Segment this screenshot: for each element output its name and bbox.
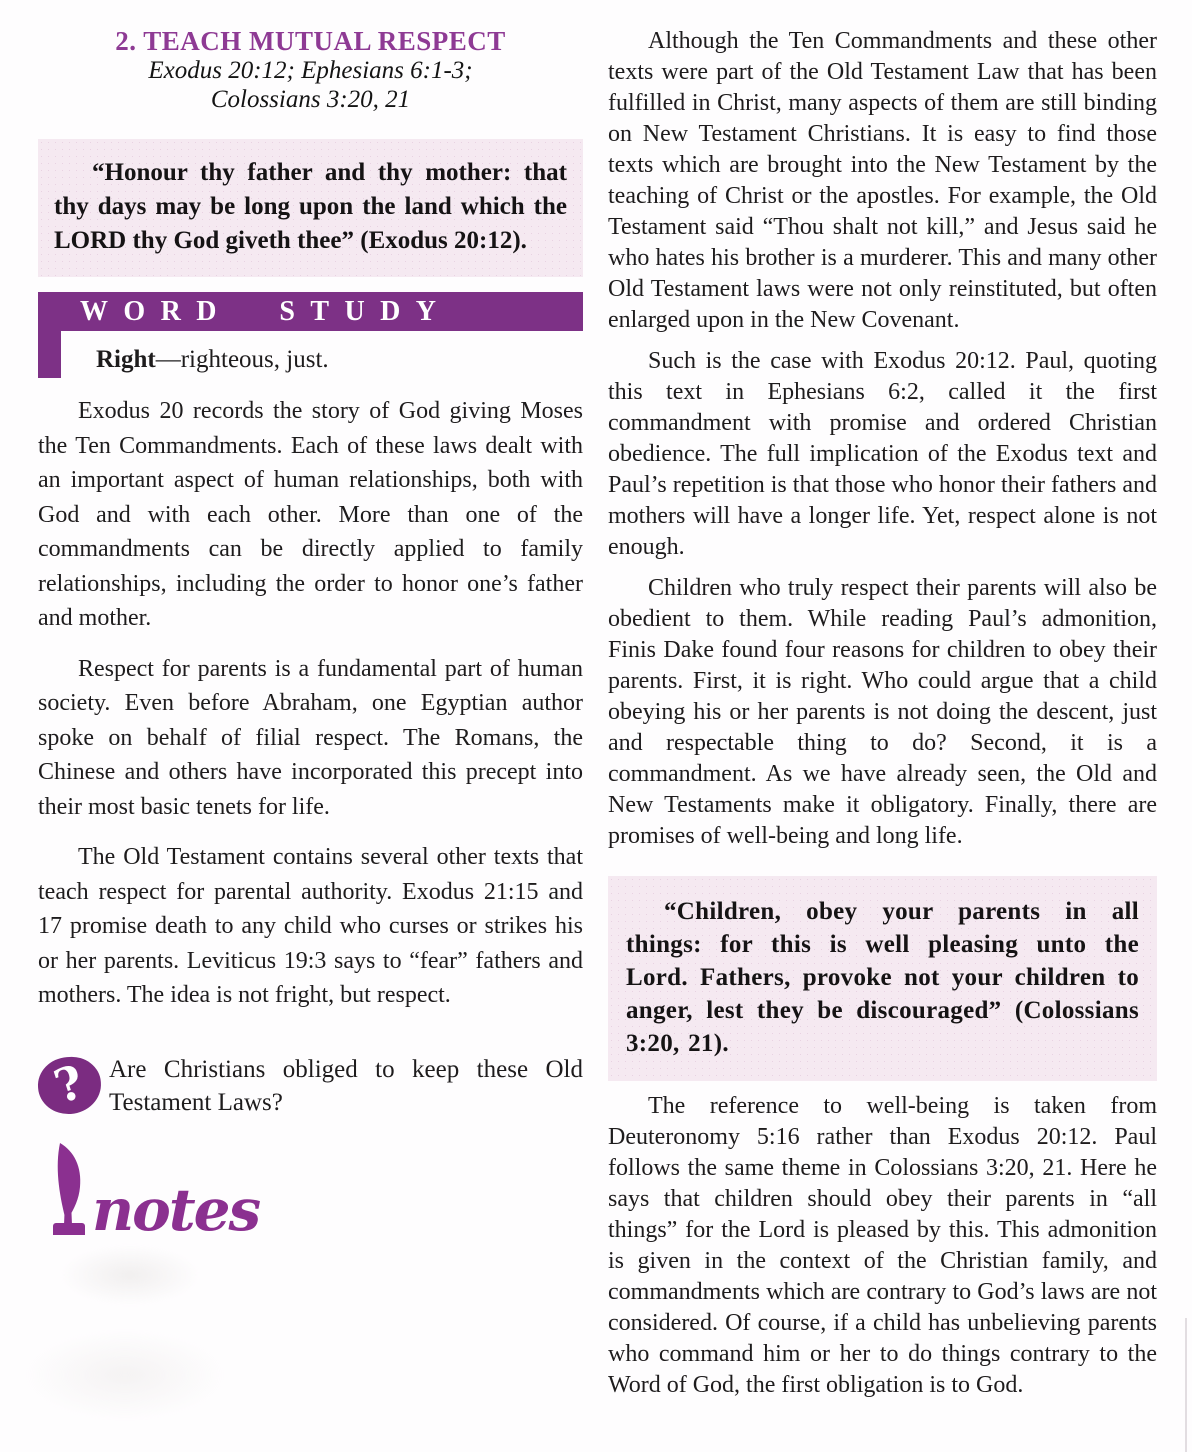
question-mark-icon: ?	[36, 1054, 103, 1115]
scripture-reference-line-2: Colossians 3:20, 21	[210, 86, 411, 113]
paragraph: Such is the case with Exodus 20:12. Paul, quoting this text in Ephesians 6:2, called it the first commandment with promise and ordered Christian obedience. The full implication of the Exodus text and Paul’s repetition is that those who honor their fathers and mothers will have a longer life. Yet, respect alone is not enough.	[608, 348, 1157, 560]
word-study-banner	[38, 292, 583, 331]
paragraph: The reference to well-being is taken from Deuteronomy 5:16 rather than Exodus 20:12. Paul follows the same theme in Colossians 3:20, 21. Here he says that children should obey their parents in “all things” for the Lord is pleased by this. This admonition is given in the context of the Christian family, and commandments which are contrary to God’s laws are not considered. Of course, if a child has unbelieving parents who command him or her to do things contrary to the Word of God, the first obligation is to God.	[608, 1093, 1157, 1398]
word-study-title: WORD STUDY	[80, 295, 452, 327]
right-column	[608, 26, 1157, 1401]
word-study-term: Right	[96, 346, 156, 373]
notes-label: notes	[92, 1176, 260, 1245]
paragraph: Respect for parents is a fundamental part of human society. Even before Abraham, one Egyptian author spoke on behalf of filial respect. The Romans, the Chinese and others have incorporated this precept into their most basic tenets for life.	[38, 655, 583, 820]
notes-logo	[38, 1141, 583, 1243]
page-edge-shadow	[1185, 1318, 1187, 1452]
scripture-quote-box: “Honour thy father and thy mother: that thy days may be long upon the land which the LORD thy God giveth thee” (Exodus 20:12).	[38, 139, 583, 277]
study-question	[38, 1053, 583, 1119]
word-study-section	[38, 292, 583, 378]
scan-artifact	[25, 1330, 225, 1420]
word-study-meaning: —righteous, just.	[155, 346, 329, 373]
paragraph: Exodus 20 records the story of God giving Moses the Ten Commandments. Each of these laws dealt with an important aspect of human relationships, both with God and with each other. More than one of the commandments can be directly applied to family relationships, including the order to honor one’s father and mother.	[38, 398, 583, 631]
scan-artifact	[60, 1245, 200, 1305]
section-heading: 2. TEACH MUTUAL RESPECT	[115, 26, 506, 56]
scripture-reference-line-1: Exodus 20:12; Ephesians 6:1-3;	[148, 57, 473, 84]
question-text: Are Christians obliged to keep these Old Testament Laws?	[109, 1055, 583, 1116]
left-column	[38, 26, 583, 1243]
scripture-quote-box: “Children, obey your parents in all things: for this is well pleasing unto the Lord. Fathers, provoke not your children to anger, lest they be discouraged” (Colossians 3:20, 21).	[608, 876, 1157, 1081]
paragraph: Children who truly respect their parents will also be obedient to them. While reading Paul’s admonition, Finis Dake found four reasons for children to obey their parents. First, it is right. Who could argue that a child obeying his or her parents is not doing the descent, just and respectable thing to do? Second, it is a commandment. As we have already seen, the Old and New Testaments make it obligatory. Finally, there are promises of well-being and long life.	[608, 575, 1157, 849]
word-study-definition	[38, 331, 583, 375]
paragraph: The Old Testament contains several other texts that teach respect for parental authority. Exodus 21:15 and 17 promise death to any child who curses or strikes his or her parents. Leviticus 19:3 says to “fear” fathers and mothers. The idea is not fright, but respect.	[38, 844, 583, 1008]
paragraph: Although the Ten Commandments and these other texts were part of the Old Testament Law that has been fulfilled in Christ, many aspects of them are still binding on New Testament Christians. It is easy to find those texts which are brought into the New Testament by the teaching of Christ or the apostles. For example, the Old Testament said “Thou shalt not kill,” and Jesus said he who hates his brother is a murderer. This and many other Old Testament laws were not only reinstituted, but often enlarged upon in the New Covenant.	[608, 28, 1157, 333]
